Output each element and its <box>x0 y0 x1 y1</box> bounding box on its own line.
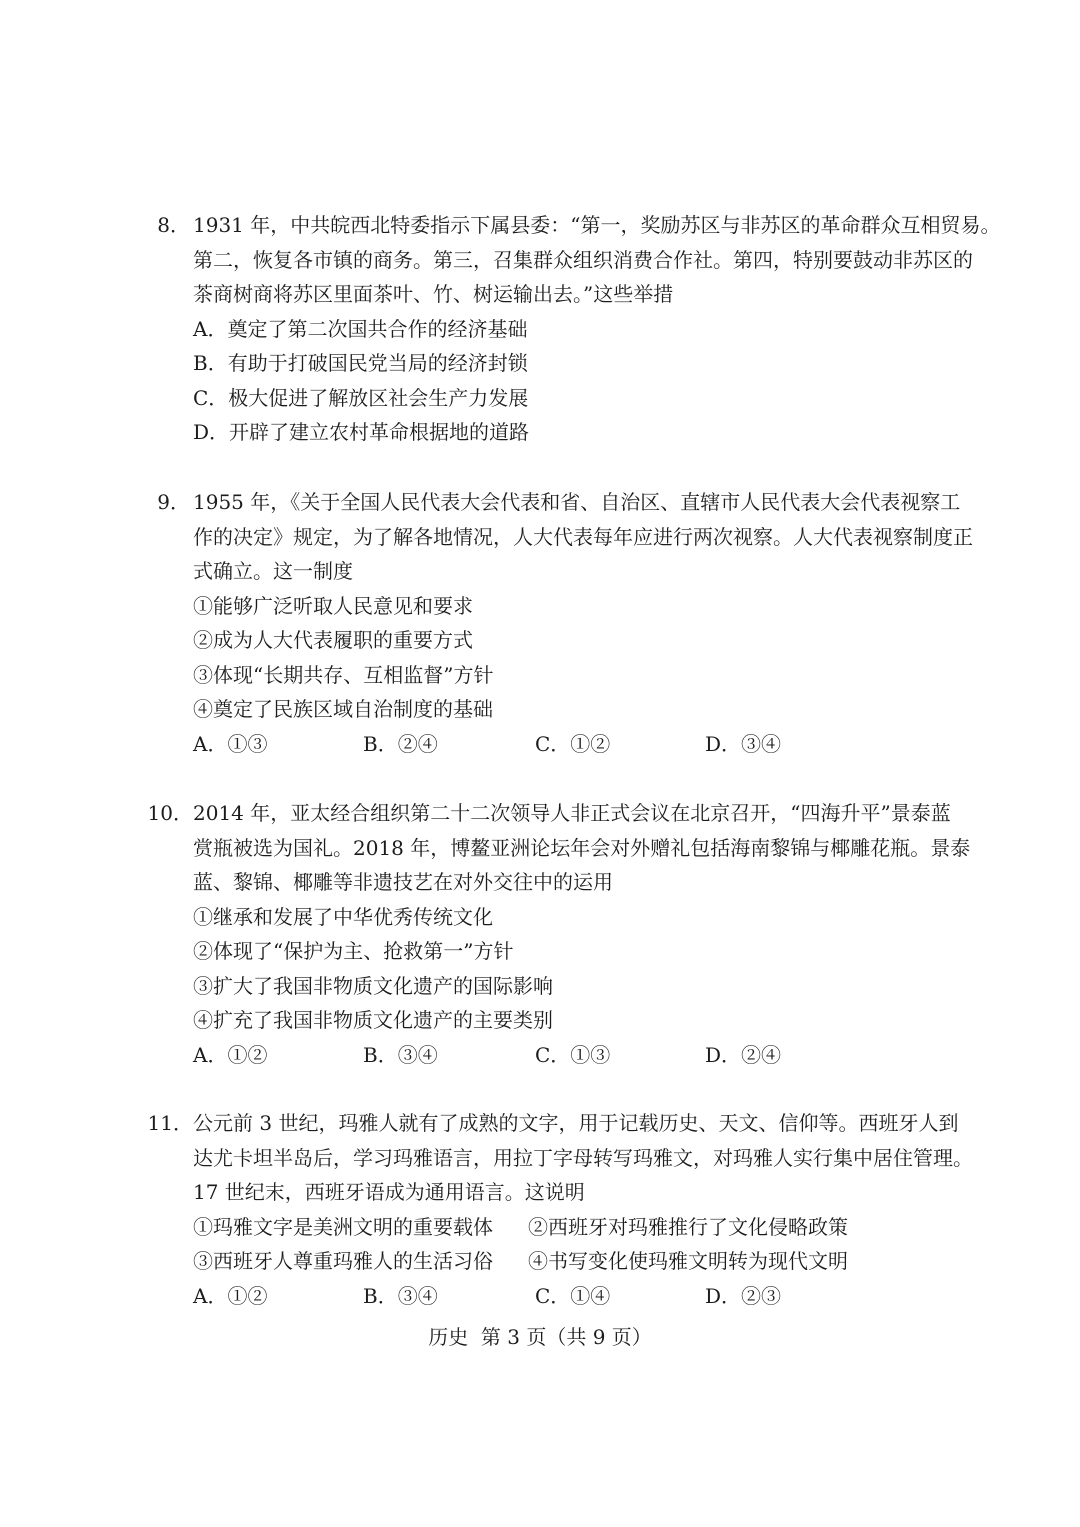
answer-options <box>0 1038 1080 1073</box>
answer-option-a: A．①③ <box>193 731 268 756</box>
stem-line: 赏瓶被选为国礼。2018 年，博鳌亚洲论坛年会对外赠礼包括海南黎锦与椰雕花瓶。景泰 <box>193 835 971 860</box>
question-10 <box>0 796 1080 1072</box>
answer-options <box>0 727 1080 762</box>
question-stem <box>0 1106 1080 1210</box>
stem-line: 2014 年，亚太经合组织第二十二次领导人非正式会议在北京召开，“四海升平”景泰蓝 <box>193 801 951 825</box>
stem-line: 1955 年，《关于全国人民代表大会代表和省、自治区、直辖市人民代表大会代表视察工 <box>193 490 961 514</box>
question-number: 10． <box>147 801 193 825</box>
answer-option-a: A．①② <box>193 1283 268 1308</box>
statement-1: ①玛雅文字是美洲文明的重要载体 <box>193 1214 493 1239</box>
answer-option-c: C．①② <box>535 731 611 756</box>
stem-line: 蓝、黎锦、椰雕等非遗技艺在对外交往中的运用 <box>193 870 613 894</box>
question-11 <box>0 1106 1080 1313</box>
answer-option-b: B．③④ <box>363 1042 438 1067</box>
question-9 <box>0 485 1080 761</box>
statement-row <box>0 1210 1080 1245</box>
stem-line: 第二，恢复各市镇的商务。第三，召集群众组织消费合作社。第四，特别要鼓动非苏区的 <box>193 247 973 272</box>
answer-option-d: D．③④ <box>705 731 782 756</box>
stem-line: 1931 年，中共皖西北特委指示下属县委：“第一，奖励苏区与非苏区的革命群众互相贸易。 <box>193 213 1001 237</box>
statement-1: ①能够广泛听取人民意见和要求 <box>193 593 473 618</box>
answer-option-a: A．①② <box>193 1042 268 1067</box>
stem-line: 公元前 3 世纪，玛雅人就有了成熟的文字，用于记载历史、天文、信仰等。西班牙人到 <box>193 1111 959 1135</box>
stem-line: 17 世纪末，西班牙语成为通用语言。这说明 <box>193 1180 585 1204</box>
statement-4: ④扩充了我国非物质文化遗产的主要类别 <box>193 1008 553 1032</box>
stem-line: 茶商树商将苏区里面茶叶、竹、树运输出去。”这些举措 <box>193 282 674 306</box>
statement-3: ③体现“长期共存、互相监督”方针 <box>193 662 494 687</box>
answer-option-d: D．②④ <box>705 1042 782 1067</box>
page-footer: 历史 第 3 页（共 9 页） <box>428 1325 652 1349</box>
question-number: 11． <box>147 1111 193 1135</box>
answer-option-b: B．③④ <box>363 1283 438 1308</box>
question-stem <box>0 208 1080 312</box>
answer-option-b: B．有助于打破国民党当局的经济封锁 <box>193 351 528 375</box>
statement-2: ②西班牙对玛雅推行了文化侵略政策 <box>528 1214 848 1239</box>
question-number: 8． <box>157 213 190 237</box>
answer-option-a: A．奠定了第二次国共合作的经济基础 <box>193 316 528 341</box>
answer-option-d: D．开辟了建立农村革命根据地的道路 <box>193 420 530 444</box>
statement-4: ④奠定了民族区域自治制度的基础 <box>193 697 493 721</box>
stem-line: 作的决定》规定，为了解各地情况，人大代表每年应进行两次视察。人大代表视察制度正 <box>193 524 973 549</box>
answer-option-c: C．极大促进了解放区社会生产力发展 <box>193 385 529 410</box>
statement-2: ②体现了“保护为主、抢救第一”方针 <box>193 939 514 963</box>
question-number: 9． <box>157 490 190 514</box>
answer-options <box>0 1279 1080 1314</box>
statement-row <box>0 1244 1080 1279</box>
question-stem <box>0 796 1080 900</box>
answer-option-c: C．①③ <box>535 1042 611 1067</box>
stem-line: 式确立。这一制度 <box>193 559 353 583</box>
question-8 <box>0 208 1080 450</box>
question-stem <box>0 485 1080 589</box>
statement-3: ③扩大了我国非物质文化遗产的国际影响 <box>193 973 553 998</box>
answer-option-b: B．②④ <box>363 731 438 756</box>
answer-option-c: C．①④ <box>535 1283 611 1308</box>
stem-line: 达尤卡坦半岛后，学习玛雅语言，用拉丁字母转写玛雅文，对玛雅人实行集中居住管理。 <box>193 1145 973 1170</box>
answer-option-d: D．②③ <box>705 1283 782 1308</box>
statement-1: ①继承和发展了中华优秀传统文化 <box>193 904 493 929</box>
statement-3: ③西班牙人尊重玛雅人的生活习俗 <box>193 1249 493 1273</box>
statement-2: ②成为人大代表履职的重要方式 <box>193 628 473 652</box>
statement-4: ④书写变化使玛雅文明转为现代文明 <box>528 1249 848 1273</box>
